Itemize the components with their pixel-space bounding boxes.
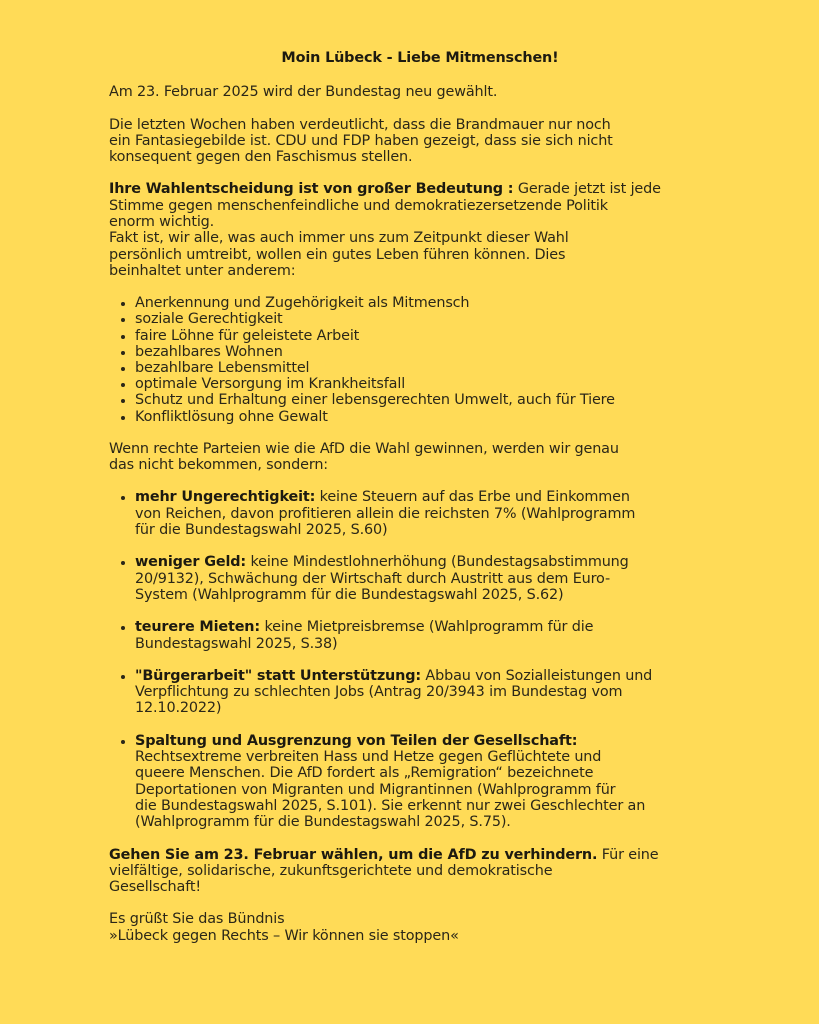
consequence-heading: "Bürgerarbeit" statt Unterstützung:	[135, 667, 421, 684]
consequence-item	[109, 554, 729, 603]
text-line: von Reichen, davon profitieren allein die reichsten 7% (Wahlprogramm	[135, 505, 636, 522]
bullet-icon	[121, 496, 125, 500]
bullet-icon	[121, 351, 125, 355]
intro-paragraph: Am 23. Februar 2025 wird der Bundestag neu gewählt.	[109, 84, 498, 101]
text-line: Fakt ist, wir alle, was auch immer uns zum Zeitpunkt dieser Wahl	[109, 230, 569, 247]
text-fragment: keine Mindestlohnerhöhung (Bundestagsabstimmung	[246, 554, 629, 571]
text-line	[109, 847, 729, 863]
text-line: persönlich umtreibt, wollen ein gutes Leben führen können. Dies	[109, 246, 566, 263]
bullet-icon	[121, 399, 125, 403]
text-fragment: keine Mietpreisbremse (Wahlprogramm für die	[260, 619, 594, 636]
consequence-item	[109, 733, 729, 831]
bullet-icon	[121, 416, 125, 420]
text-line: Rechtsextreme verbreiten Hass und Hetze gegen Geflüchtete und	[135, 749, 602, 766]
bullet-icon	[121, 367, 125, 371]
list-item-text: Schutz und Erhaltung einer lebensgerechten Umwelt, auch für Tiere	[135, 392, 615, 409]
text-line: beinhaltet unter anderem:	[109, 262, 296, 279]
text-line: Die letzten Wochen haben verdeutlicht, dass die Brandmauer nur noch	[109, 116, 611, 133]
importance-paragraph	[109, 181, 729, 279]
text-line	[135, 733, 729, 749]
list-item-text: bezahlbares Wohnen	[135, 343, 283, 360]
text-line: Verpflichtung zu schlechten Jobs (Antrag 20/3943 im Bundestag vom	[135, 684, 623, 701]
needs-list	[109, 295, 729, 425]
bullet-icon	[121, 302, 125, 306]
consequence-heading: teurere Mieten:	[135, 619, 261, 636]
text-line: vielfältige, solidarische, zukunftsgerichtete und demokratische	[109, 862, 553, 879]
text-line	[135, 489, 729, 505]
text-line: für die Bundestagswahl 2025, S.60)	[135, 522, 388, 539]
bullet-icon	[121, 740, 125, 744]
text-line	[135, 554, 729, 570]
text-line: queere Menschen. Die AfD fordert als „Remigration“ bezeichnete	[135, 765, 594, 782]
text-line: (Wahlprogramm für die Bundestagswahl 2025, S.75).	[135, 814, 511, 831]
list-item	[109, 344, 729, 360]
text-fragment: keine Steuern auf das Erbe und Einkommen	[315, 489, 630, 506]
text-line: Gesellschaft!	[109, 879, 201, 896]
text-line: ein Fantasiegebilde ist. CDU und FDP haben gezeigt, dass sie sich nicht	[109, 132, 613, 149]
text-line: die Bundestagswahl 2025, S.101). Sie erkennt nur zwei Geschlechter an	[135, 797, 646, 814]
spacer	[109, 165, 729, 181]
spacer	[109, 831, 729, 847]
page-title: Moin Lübeck - Liebe Mitmenschen!	[281, 50, 559, 66]
bullet-icon	[121, 561, 125, 565]
list-item-text: faire Löhne für geleistete Arbeit	[135, 327, 360, 344]
consequence-heading: weniger Geld:	[135, 554, 247, 571]
bullet-icon	[121, 383, 125, 387]
list-item-text: soziale Gerechtigkeit	[135, 311, 283, 328]
text-line: Stimme gegen menschenfeindliche und demokratiezersetzende Politik	[109, 197, 608, 214]
list-item-text: Konfliktlösung ohne Gewalt	[135, 408, 328, 425]
text-line: das nicht bekommen, sondern:	[109, 457, 329, 474]
list-item-text: optimale Versorgung im Krankheitsfall	[135, 376, 406, 393]
consequence-item	[109, 668, 729, 717]
consequences-list	[109, 489, 729, 830]
text-line	[135, 619, 729, 635]
firewall-paragraph	[109, 117, 729, 166]
bullet-icon	[121, 626, 125, 630]
list-item	[109, 328, 729, 344]
text-line: Deportationen von Migranten und Migrantinnen (Wahlprogramm für	[135, 781, 616, 798]
list-item	[109, 409, 729, 425]
text-line: 20/9132), Schwächung der Wirtschaft durch Austritt aus dem Euro-	[135, 570, 611, 587]
bullet-icon	[121, 335, 125, 339]
spacer	[109, 425, 729, 441]
text-line	[109, 181, 729, 197]
call-to-action-paragraph	[109, 847, 729, 896]
text-line: 12.10.2022)	[135, 700, 222, 717]
text-line: Wenn rechte Parteien wie die AfD die Wahl gewinnen, werden wir genau	[109, 440, 619, 457]
consequence-heading: Spaltung und Ausgrenzung von Teilen der Gesellschaft:	[135, 732, 578, 749]
call-to-action-heading: Gehen Sie am 23. Februar wählen, um die AfD zu verhindern.	[109, 846, 598, 863]
list-item	[109, 360, 729, 376]
text-line: konsequent gegen den Faschismus stellen.	[109, 149, 413, 166]
list-item-text: bezahlbare Lebensmittel	[135, 360, 310, 377]
list-item	[109, 311, 729, 327]
letter-document	[109, 50, 729, 944]
bullet-icon	[121, 675, 125, 679]
text-fragment: Abbau von Sozialleistungen und	[421, 667, 653, 684]
signature	[109, 911, 729, 944]
list-item-text: Anerkennung und Zugehörigkeit als Mitmensch	[135, 295, 470, 312]
signature-line: Es grüßt Sie das Bündnis	[109, 911, 285, 928]
text-line: enorm wichtig.	[109, 214, 215, 231]
spacer	[109, 473, 729, 489]
text-line: System (Wahlprogramm für die Bundestagswahl 2025, S.62)	[135, 586, 564, 603]
text-line	[135, 668, 729, 684]
consequence-heading: mehr Ungerechtigkeit:	[135, 489, 316, 506]
spacer	[109, 279, 729, 295]
list-item	[109, 295, 729, 311]
importance-heading: Ihre Wahlentscheidung ist von großer Bedeutung :	[109, 181, 514, 198]
text-line: Bundestagswahl 2025, S.38)	[135, 635, 338, 652]
spacer	[109, 101, 729, 117]
consequence-item	[109, 619, 729, 652]
text-fragment: Für eine	[597, 846, 659, 863]
text-fragment: Gerade jetzt ist jede	[513, 181, 661, 198]
bullet-icon	[121, 318, 125, 322]
signature-line: »Lübeck gegen Rechts – Wir können sie stoppen«	[109, 927, 459, 944]
consequence-item	[109, 489, 729, 538]
list-item	[109, 392, 729, 408]
spacer	[109, 895, 729, 911]
warning-paragraph	[109, 441, 729, 474]
list-item	[109, 376, 729, 392]
